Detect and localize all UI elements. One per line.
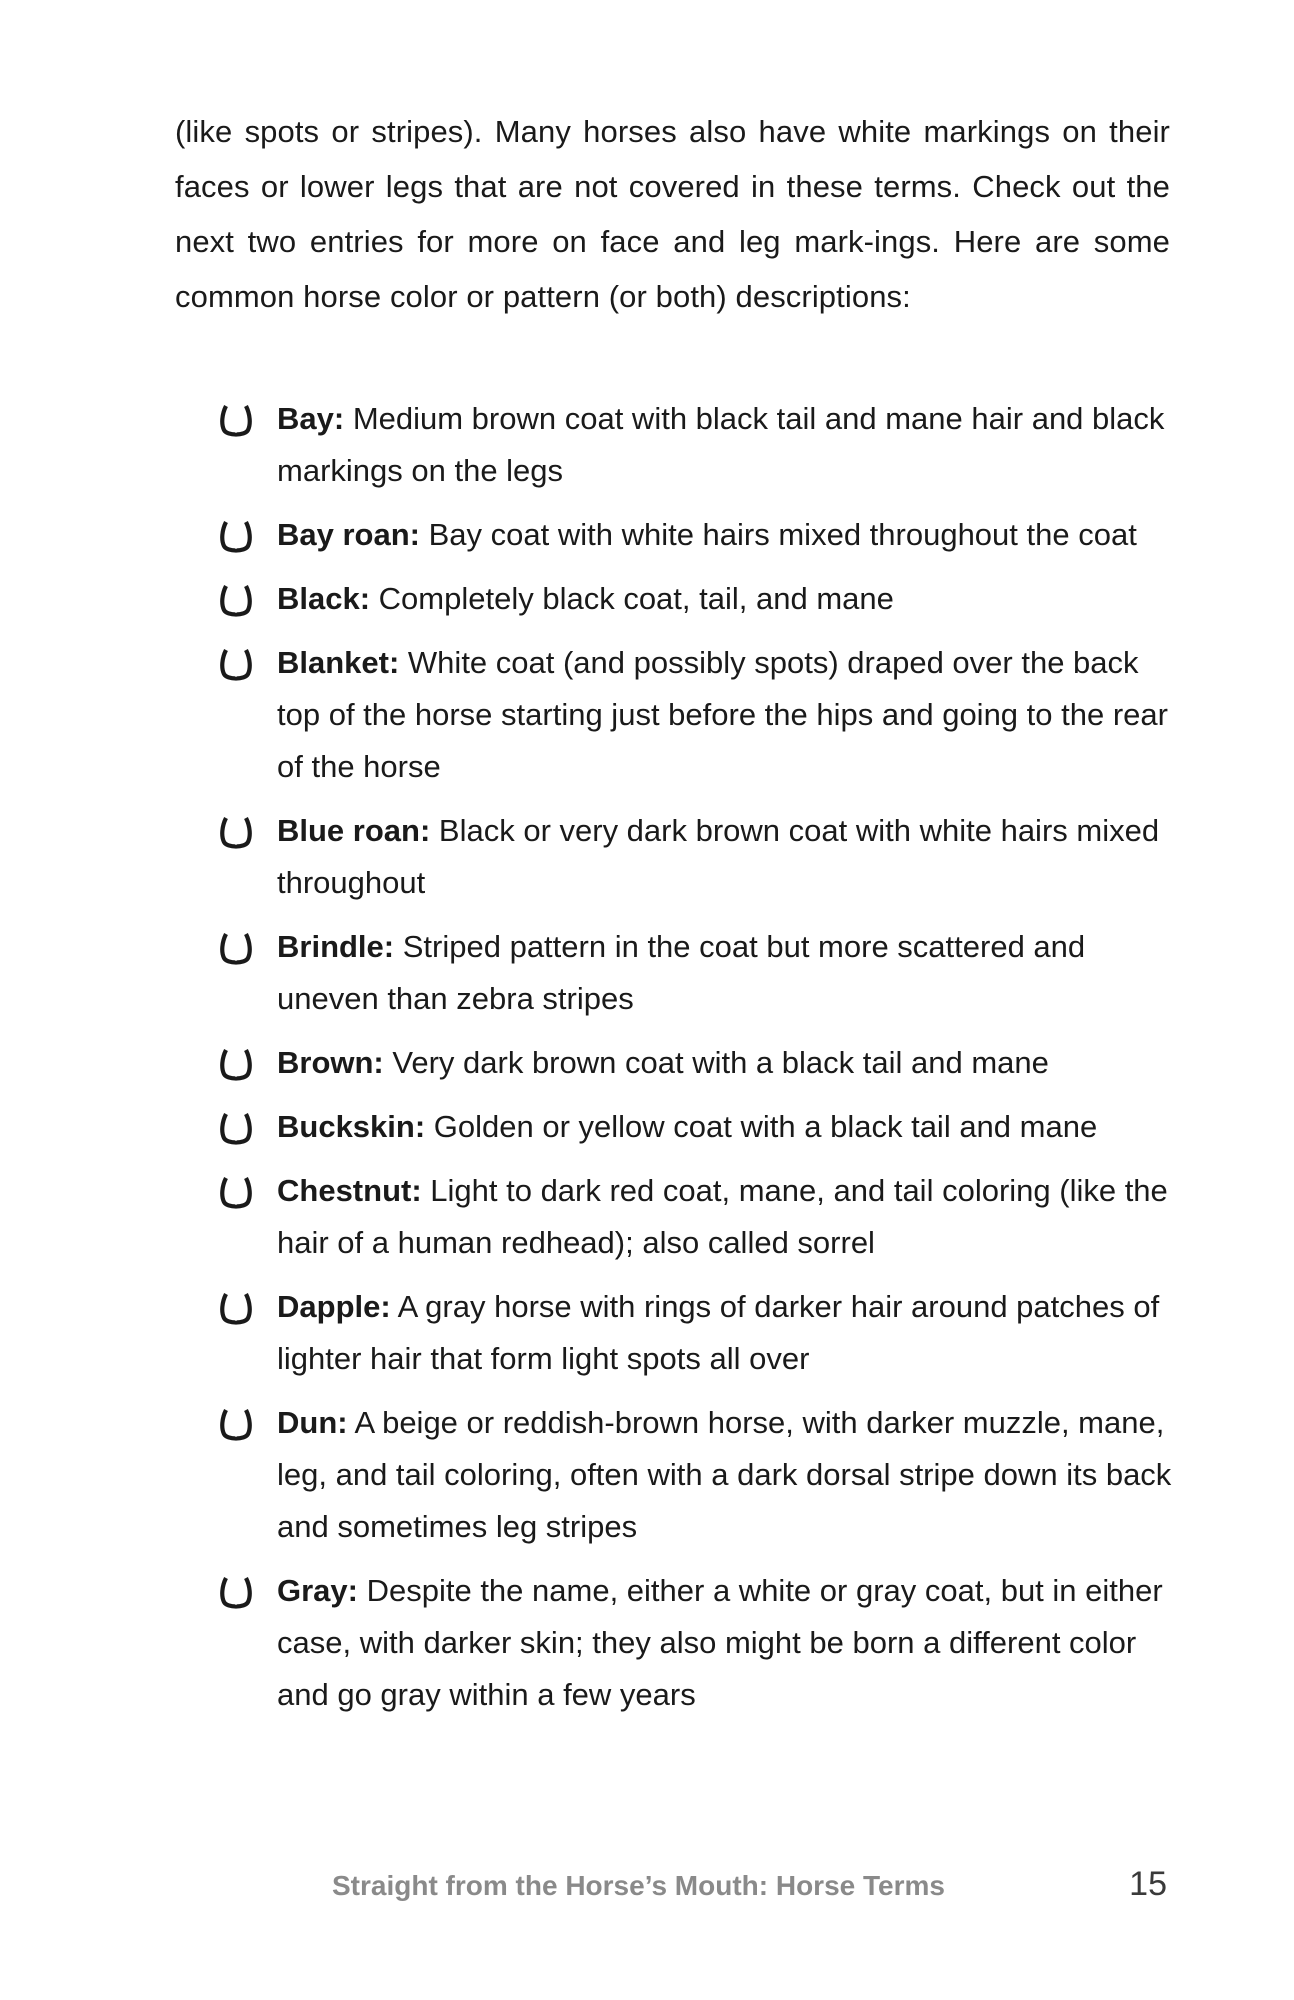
horseshoe-icon [220, 1048, 252, 1082]
term-name: Bay: [277, 401, 345, 436]
term-definition: Light to dark red coat, mane, and tail coloring (like the hair of a human redhead); also called sorrel [277, 1173, 1168, 1260]
term-name: Bay roan: [277, 517, 420, 552]
horseshoe-icon [220, 816, 252, 850]
term-definition: Completely black coat, tail, and mane [370, 581, 894, 616]
term-name: Blanket: [277, 645, 400, 680]
horseshoe-icon [220, 1112, 252, 1146]
term-name: Brindle: [277, 929, 395, 964]
term-entry [0, 509, 1294, 561]
horseshoe-icon [220, 1176, 252, 1210]
term-definition: Striped pattern in the coat but more scattered and uneven than zebra stripes [277, 929, 1086, 1016]
term-name: Dapple: [277, 1289, 391, 1324]
term-entry [0, 393, 1294, 497]
term-definition: A beige or reddish-brown horse, with darker muzzle, mane, leg, and tail coloring, often with a dark dorsal stripe down its back and sometimes leg stripes [277, 1405, 1172, 1544]
horseshoe-icon [220, 1292, 252, 1326]
term-definition: Bay coat with white hairs mixed throughout the coat [419, 517, 1137, 552]
term-entry [0, 1397, 1294, 1553]
page-number: 15 [1129, 1865, 1167, 1903]
term-entry [0, 1165, 1294, 1269]
term-entry [0, 637, 1294, 793]
term-name: Black: [277, 581, 371, 616]
horseshoe-icon [220, 648, 252, 682]
term-entry [0, 1565, 1294, 1721]
term-definition: Medium brown coat with black tail and mane hair and black markings on the legs [277, 401, 1165, 488]
horseshoe-icon [220, 1576, 252, 1610]
term-entry [0, 573, 1294, 625]
term-definition: Black or very dark brown coat with white hairs mixed throughout [277, 813, 1160, 900]
intro-paragraph: (like spots or stripes). Many horses also have white markings on their faces or lower legs that are not covered in these terms. Check out the next two entries for more on face and leg mark-ings. Here are some common horse color or pattern (or both) descriptions: [175, 114, 1170, 314]
term-entry [0, 1101, 1294, 1153]
horseshoe-icon [220, 520, 252, 554]
term-entry [0, 1037, 1294, 1089]
term-entry [0, 1281, 1294, 1385]
page-footer [0, 1866, 1294, 1906]
horseshoe-icon [220, 404, 252, 438]
term-definition: White coat (and possibly spots) draped over the back top of the horse starting just before the hips and going to the rear of the horse [277, 645, 1168, 784]
term-definition: Very dark brown coat with a black tail and mane [383, 1045, 1049, 1080]
term-name: Brown: [277, 1045, 384, 1080]
term-entry [0, 921, 1294, 1025]
term-name: Dun: [277, 1405, 348, 1440]
term-name: Buckskin: [277, 1109, 426, 1144]
running-head: Straight from the Horse’s Mouth: Horse Terms [332, 1870, 945, 1901]
term-definition: A gray horse with rings of darker hair around patches of lighter hair that form light spots all over [277, 1289, 1160, 1376]
horseshoe-icon [220, 1408, 252, 1442]
horseshoe-icon [220, 932, 252, 966]
term-name: Gray: [277, 1573, 358, 1608]
term-definition: Despite the name, either a white or gray coat, but in either case, with darker skin; they also might be born a different color and go gray within a few years [277, 1573, 1163, 1712]
term-list [0, 393, 1294, 1733]
term-name: Chestnut: [277, 1173, 422, 1208]
horseshoe-icon [220, 584, 252, 618]
term-definition: Golden or yellow coat with a black tail and mane [425, 1109, 1098, 1144]
term-name: Blue roan: [277, 813, 431, 848]
term-entry [0, 805, 1294, 909]
